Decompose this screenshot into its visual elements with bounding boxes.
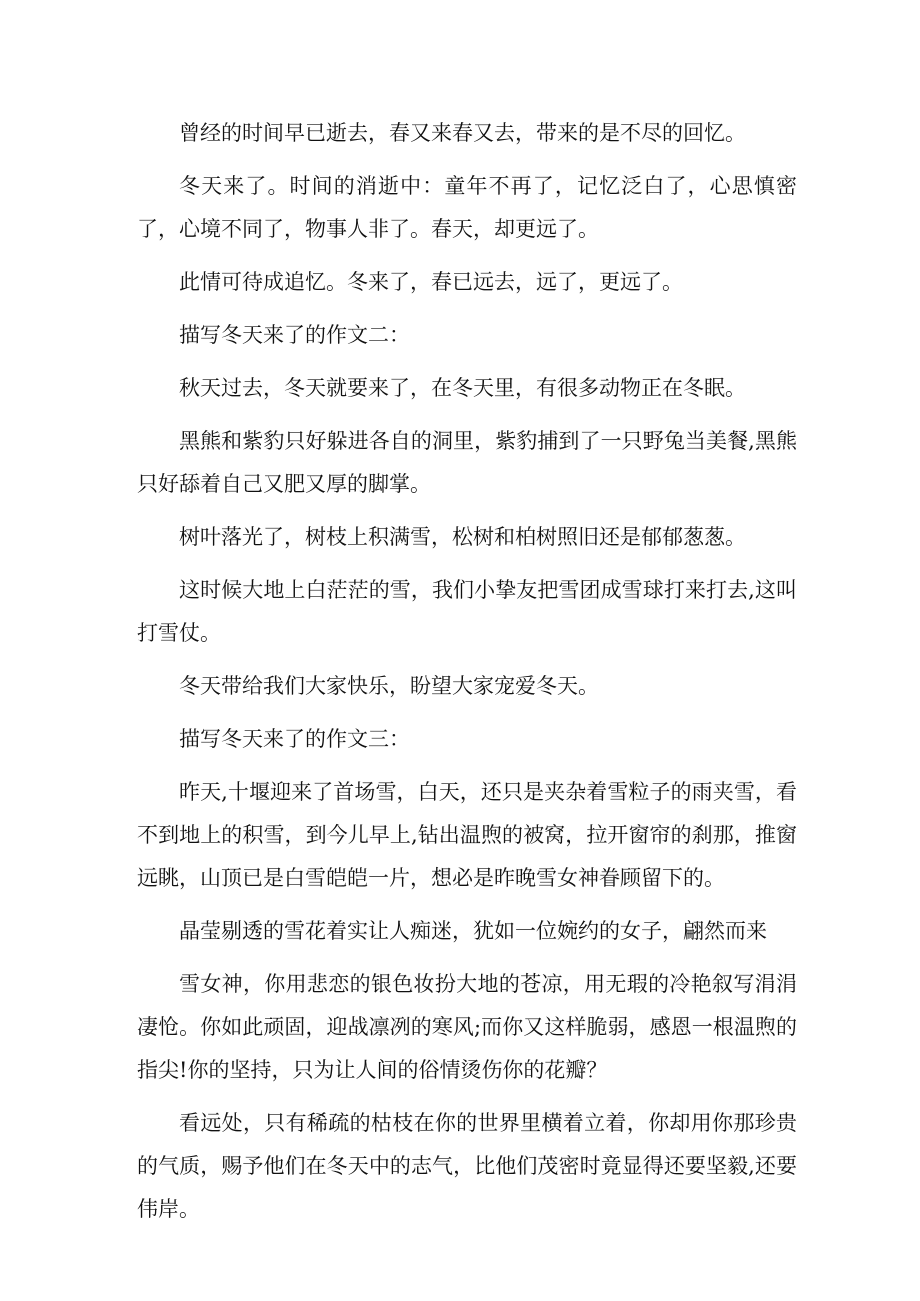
paragraph: 雪女神，你用悲恋的银色妆扮大地的苍凉，用无瑕的冷艳叙写涓涓凄怆。你如此顽固，迎战凛冽的寒风;而你又这样脆弱，感恩一根温煦的指尖!你的坚持，只为让人间的俗情烫伤你的花瓣？ xyxy=(137,972,797,1082)
paragraph: 树叶落光了，树枝上积满雪，松树和柏树照旧还是郁郁葱葱。 xyxy=(179,525,746,549)
paragraph: 昨天,十堰迎来了首场雪，白天，还只是夹杂着雪粒子的雨夹雪，看不到地上的积雪，到今儿早上,钻出温煦的被窝，拉开窗帘的刹那，推窗远眺，山顶已是白雪皑皑一片，想必是昨晚雪女神眷顾留下的。 xyxy=(137,780,797,890)
paragraph: 晶莹剔透的雪花着实让人痴迷，犹如一位婉约的女子，翩然而来 xyxy=(179,919,767,943)
paragraph: 这时候大地上白茫茫的雪，我们小挚友把雪团成雪球打来打去,这叫打雪仗。 xyxy=(137,578,797,645)
paragraph: 曾经的时间早已逝去，春又来春又去，带来的是不尽的回忆。 xyxy=(179,121,746,145)
paragraph: 黑熊和紫豹只好躲进各自的洞里，紫豹捕到了一只野兔当美餐,黑熊只好舔着自己又肥又厚的脚掌。 xyxy=(137,429,797,496)
section-heading: 描写冬天来了的作文三： xyxy=(179,727,410,751)
paragraph: 冬天来了。时间的消逝中：童年不再了，记忆泛白了，心思慎密了，心境不同了，物事人非了。春天，却更远了。 xyxy=(137,174,797,241)
paragraph: 秋天过去，冬天就要来了，在冬天里，有很多动物正在冬眠。 xyxy=(179,376,746,400)
paragraph: 冬天带给我们大家快乐，盼望大家宠爱冬天。 xyxy=(179,674,599,698)
paragraph: 此情可待成追忆。冬来了，春已远去，远了，更远了。 xyxy=(179,270,683,294)
document-body xyxy=(137,112,797,1241)
paragraph: 看远处，只有稀疏的枯枝在你的世界里横着立着，你却用你那珍贵的气质，赐予他们在冬天中的志气，比他们茂密时竟显得还要坚毅,还要伟岸。 xyxy=(137,1111,797,1221)
section-heading: 描写冬天来了的作文二： xyxy=(179,323,410,347)
